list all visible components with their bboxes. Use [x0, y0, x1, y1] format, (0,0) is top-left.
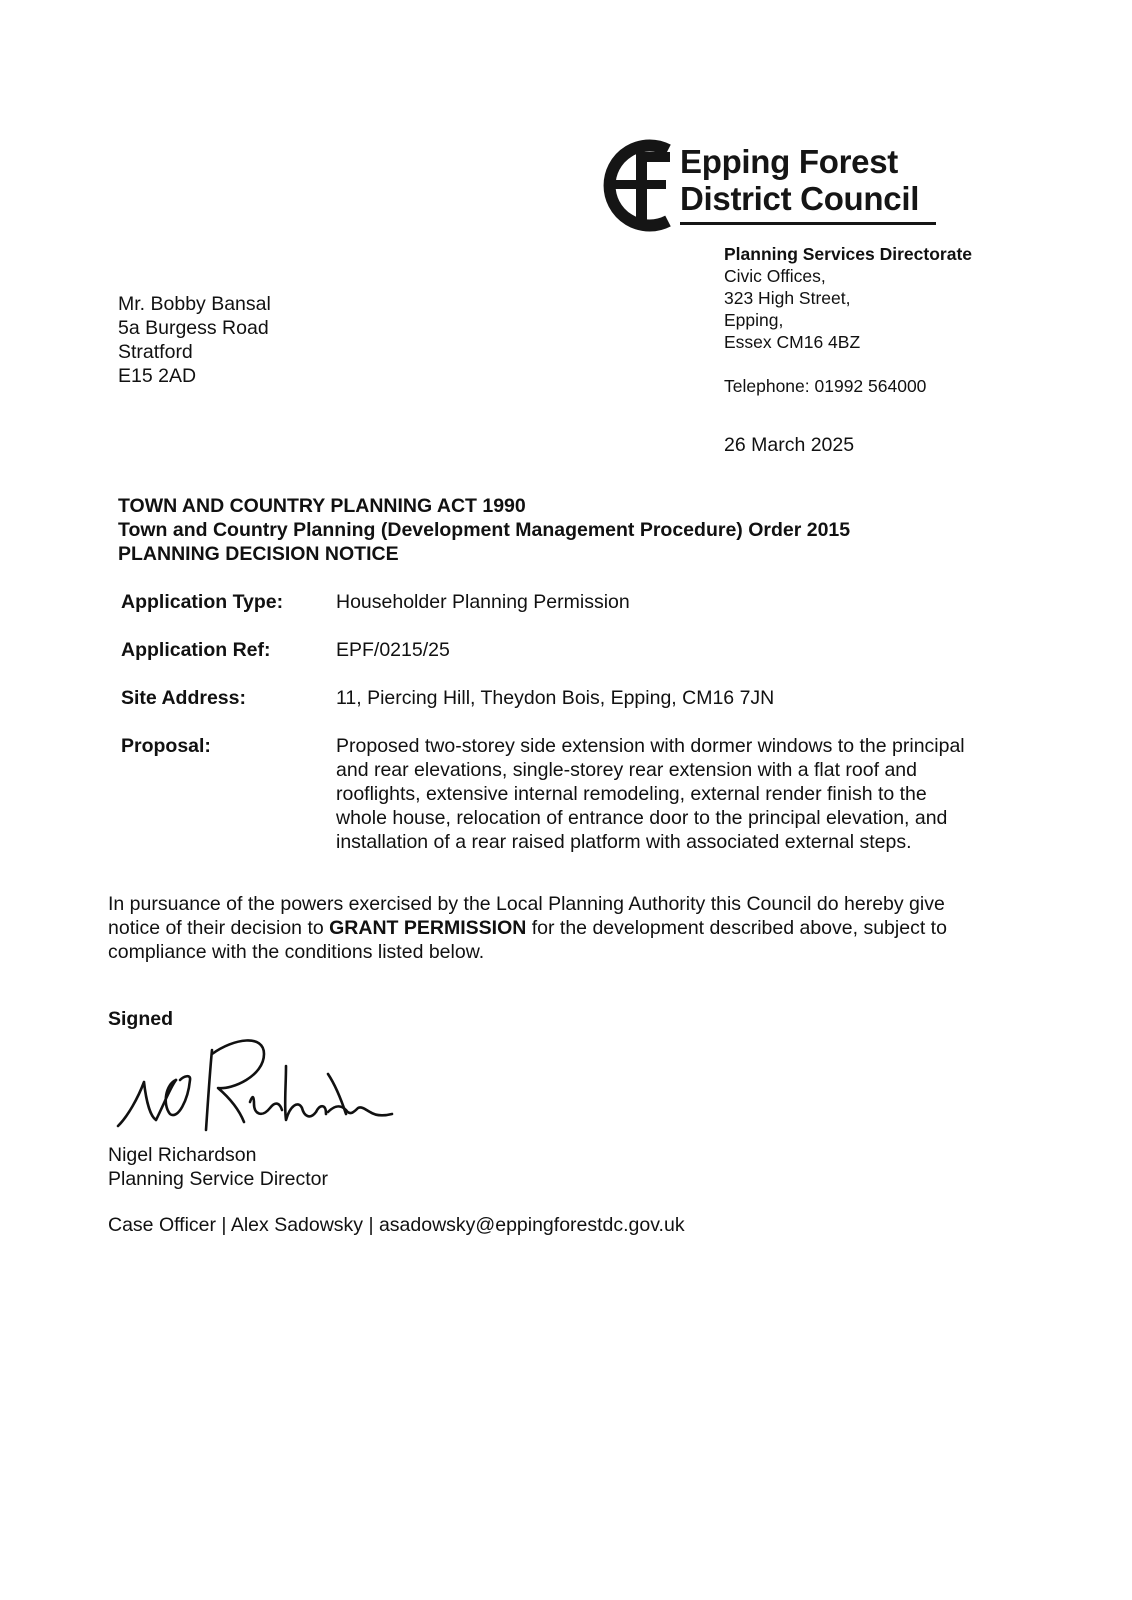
site-address-label: Site Address: — [121, 687, 246, 709]
proposal-line: whole house, relocation of entrance door to the principal elevation, and — [336, 807, 948, 829]
proposal-line: and rear elevations, single-storey rear extension with a flat roof and — [336, 759, 917, 781]
application-ref-value: EPF/0215/25 — [336, 639, 450, 661]
decision-grant-permission: GRANT PERMISSION — [329, 917, 527, 939]
application-ref-label: Application Ref: — [121, 639, 271, 661]
logo-text-line2: District Council — [680, 180, 920, 217]
heading-act: TOWN AND COUNTRY PLANNING ACT 1990 — [118, 495, 526, 517]
sender-line: Essex CM16 4BZ — [724, 332, 861, 352]
recipient-line: Stratford — [118, 341, 193, 363]
heading-notice: PLANNING DECISION NOTICE — [118, 543, 399, 565]
decision-paragraph — [108, 892, 1028, 964]
case-officer: Case Officer | Alex Sadowsky | asadowsky@eppingforestdc.gov.uk — [108, 1214, 685, 1236]
recipient-line: E15 2AD — [118, 365, 197, 387]
sender-line: Epping, — [724, 310, 784, 330]
directorate-name: Planning Services Directorate — [724, 244, 973, 264]
proposal-line: Proposed two-storey side extension with dormer windows to the principal — [336, 735, 965, 757]
council-logo — [596, 138, 946, 233]
heading-order: Town and Country Planning (Development Management Procedure) Order 2015 — [118, 519, 851, 541]
signed-label: Signed — [108, 1008, 174, 1030]
proposal-text — [336, 734, 1036, 854]
sender-address — [724, 243, 972, 353]
sender-line: Civic Offices, — [724, 266, 826, 286]
decision-text: for the development described above, subject to — [526, 917, 947, 939]
decision-line: In pursuance of the powers exercised by the Local Planning Authority this Council do hereby give — [108, 893, 945, 915]
logo-underline — [680, 222, 936, 225]
decision-line — [108, 916, 1028, 940]
site-address-value: 11, Piercing Hill, Theydon Bois, Epping, CM16 7JN — [336, 687, 775, 709]
application-type-value: Householder Planning Permission — [336, 591, 630, 613]
application-type-label: Application Type: — [121, 591, 284, 613]
proposal-label: Proposal: — [121, 735, 211, 757]
signatory-title: Planning Service Director — [108, 1168, 329, 1190]
letter-date: 26 March 2025 — [724, 434, 855, 456]
decision-text: notice of their decision to — [108, 917, 330, 939]
signatory — [108, 1143, 328, 1191]
sender-line: 323 High Street, — [724, 288, 851, 308]
sender-telephone: Telephone: 01992 564000 — [724, 376, 927, 396]
signatory-name: Nigel Richardson — [108, 1144, 257, 1166]
logo-text-line1: Epping Forest — [680, 143, 898, 180]
recipient-address — [118, 292, 271, 388]
efdc-logo-icon — [596, 138, 682, 233]
proposal-line: rooflights, extensive internal remodeling, external render finish to the — [336, 783, 927, 805]
recipient-line: 5a Burgess Road — [118, 317, 269, 339]
handwritten-signature — [114, 1030, 394, 1140]
proposal-line: installation of a rear raised platform with associated external steps. — [336, 831, 912, 853]
decision-line: compliance with the conditions listed below. — [108, 941, 485, 963]
notice-headings — [118, 494, 850, 566]
recipient-line: Mr. Bobby Bansal — [118, 293, 271, 315]
